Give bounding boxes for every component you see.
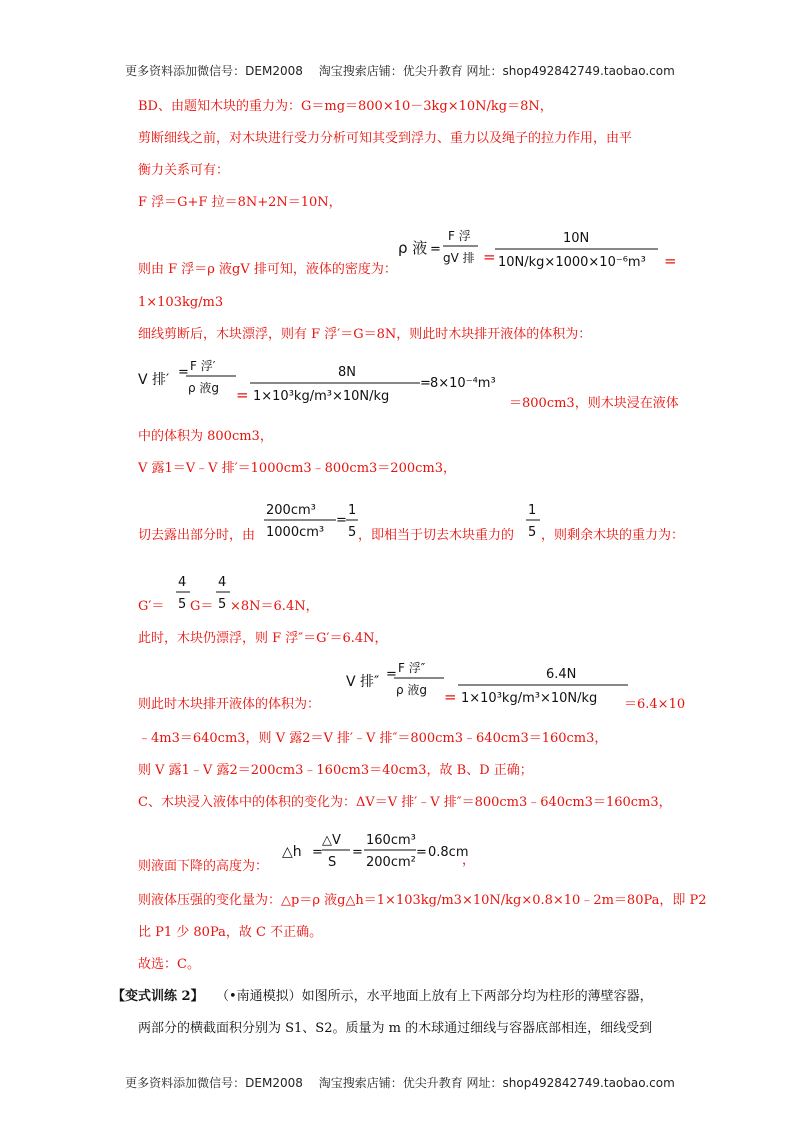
- frac-g-den-1: 5: [178, 597, 187, 612]
- solution-line-18b: ，: [462, 853, 476, 868]
- formula-ratio-frac-den: 5: [348, 525, 357, 540]
- svg-text:=: =: [336, 513, 347, 528]
- frac-g-den-2: 5: [218, 597, 227, 612]
- solution-line-16: 则 V 露1﹣V 露2＝200cm3﹣160cm3＝40cm3，故 B、D 正确；: [138, 763, 533, 778]
- solution-line-8: ＝800cm3，则木块浸在液体: [509, 396, 679, 411]
- formula-v1-num2: 8N: [338, 365, 356, 380]
- solution-line-5: 则由 F 浮＝ρ 液gV 排可知，液体的密度为：: [138, 262, 397, 277]
- svg-text:=: =: [312, 845, 323, 860]
- solution-line-10: V 露1＝V﹣V 排′＝1000cm3﹣800cm3＝200cm3，: [138, 461, 456, 476]
- formula-rho-den2: 10N/kg×1000×10⁻⁶m³: [498, 255, 646, 270]
- formula-v2-num: F 浮″: [398, 661, 426, 675]
- solution-line-6: 1×103kg/m3: [138, 295, 224, 310]
- formula-v1-res: 8×10⁻⁴m³: [430, 376, 496, 391]
- formula-dh-res: 0.8cm: [428, 845, 469, 860]
- svg-text:=: =: [444, 688, 457, 706]
- solution-line-15: ﹣4m3＝640cm3，则 V 露2＝V 排′﹣V 排″＝800cm3﹣640cm3＝160cm3，: [138, 731, 608, 746]
- solution-line-1: BD、由题知木块的重力为：G＝mg＝800×10－3kg×10N/kg＝8N，: [138, 99, 553, 114]
- svg-text:=: =: [664, 252, 677, 270]
- solution-line-2: 剪断细线之前，对木块进行受力分析可知其受到浮力、重力以及绳子的拉力作用，由平: [138, 131, 633, 146]
- formula-rho-lhs: ρ 液: [398, 239, 428, 257]
- ratio-formula: [264, 496, 364, 546]
- formula-v2-lhs: V 排″: [346, 674, 380, 690]
- solution-line-12a: G′＝: [138, 599, 165, 614]
- solution-line-12b: G＝: [190, 599, 214, 614]
- formula-v2-den: ρ 液g: [396, 683, 428, 697]
- exercise-label: 【变式训练 2】: [112, 989, 204, 1004]
- solution-line-14a: 则此时木块排开液体的体积为：: [138, 697, 321, 712]
- height-formula: [282, 826, 482, 876]
- formula-ratio-frac-num: 1: [348, 503, 357, 518]
- formula-dh-num: △V: [322, 833, 341, 848]
- formula-v1-num: F 浮′: [190, 359, 216, 373]
- formula-v1-den: ρ 液g: [188, 381, 220, 395]
- solution-line-13: 此时，木块仍漂浮，则 F 浮″＝G′＝6.4N，: [138, 631, 388, 646]
- svg-text:=: =: [352, 845, 363, 860]
- exercise-line-2: 两部分的横截面积分别为 S1、S2。质量为 m 的木球通过细线与容器底部相连，细线受到: [138, 1021, 653, 1036]
- svg-text:=: =: [420, 376, 431, 391]
- formula-ratio-num: 200cm³: [266, 503, 316, 518]
- solution-line-18a: 则液面下降的高度为：: [138, 859, 269, 874]
- solution-line-11b: ，即相当于切去木块重力的: [358, 528, 515, 543]
- volume-formula-2: [346, 658, 636, 718]
- formula-rho-num: F 浮: [448, 229, 471, 243]
- svg-text:=: =: [430, 242, 441, 257]
- solution-line-4: F 浮＝G+F 拉＝8N+2N＝10N，: [138, 195, 342, 210]
- frac-g-num-1: 4: [178, 575, 187, 590]
- formula-rho-num2: 10N: [563, 231, 590, 246]
- solution-line-11a: 切去露出部分时，由: [138, 528, 256, 543]
- solution-line-17: C、木块浸入液体中的体积的变化为：ΔV＝V 排′﹣V 排″＝800cm3﹣640cm3＝160cm3，: [138, 795, 672, 810]
- solution-line-21: 故选：C。: [138, 957, 200, 972]
- formula-ratio-den: 1000cm³: [266, 525, 325, 540]
- svg-text:=: =: [483, 248, 496, 266]
- solution-line-3: 衡力关系可有：: [138, 163, 230, 178]
- page-header: 更多资料添加微信号：DEM2008 淘宝搜索店铺：优尖升教育 网址：shop492842749.taobao.com: [125, 64, 675, 78]
- volume-formula-1: [138, 356, 518, 416]
- formula-v2-num2: 6.4N: [546, 667, 577, 682]
- density-formula: [398, 222, 698, 282]
- formula-dh-den2: 200cm²: [366, 855, 416, 870]
- formula-v2-den2: 1×10³kg/m³×10N/kg: [461, 691, 598, 706]
- svg-text:=: =: [386, 667, 397, 682]
- frac-num: 1: [528, 503, 537, 518]
- solution-line-19: 则液体压强的变化量为：△p＝ρ 液g△h＝1×103kg/m3×10N/kg×0.8×10﹣2m＝80Pa，即 P2: [138, 893, 707, 908]
- solution-line-11c: ，则剩余木块的重力为：: [541, 528, 685, 543]
- exercise-line-1: （•南通模拟）如图所示，水平地面上放有上下两部分均为柱形的薄壁容器，: [216, 989, 653, 1004]
- formula-dh-lhs: △h: [282, 844, 302, 860]
- page-footer: 更多资料添加微信号：DEM2008 淘宝搜索店铺：优尖升教育 网址：shop492842749.taobao.com: [125, 1076, 675, 1090]
- solution-line-20: 比 P1 少 80Pa，故 C 不正确。: [138, 925, 323, 940]
- solution-line-12c: ×8N＝6.4N，: [230, 599, 319, 614]
- svg-text:=: =: [416, 845, 427, 860]
- svg-text:=: =: [236, 386, 249, 404]
- solution-line-14b: ＝6.4×10: [624, 697, 686, 712]
- formula-dh-num2: 160cm³: [366, 833, 416, 848]
- formula-rho-den: gV 排: [443, 251, 475, 265]
- formula-v1-lhs: V 排′: [138, 372, 170, 388]
- solution-line-7: 细线剪断后，木块漂浮，则有 F 浮′＝G＝8N，则此时木块排开液体的体积为：: [138, 327, 592, 342]
- formula-v1-den2: 1×10³kg/m³×10N/kg: [253, 389, 390, 404]
- formula-dh-den: S: [328, 855, 337, 870]
- svg-text:=: =: [178, 365, 189, 380]
- frac-g-num-2: 4: [218, 575, 227, 590]
- solution-line-9: 中的体积为 800cm3，: [138, 429, 273, 444]
- frac-den: 5: [528, 525, 537, 540]
